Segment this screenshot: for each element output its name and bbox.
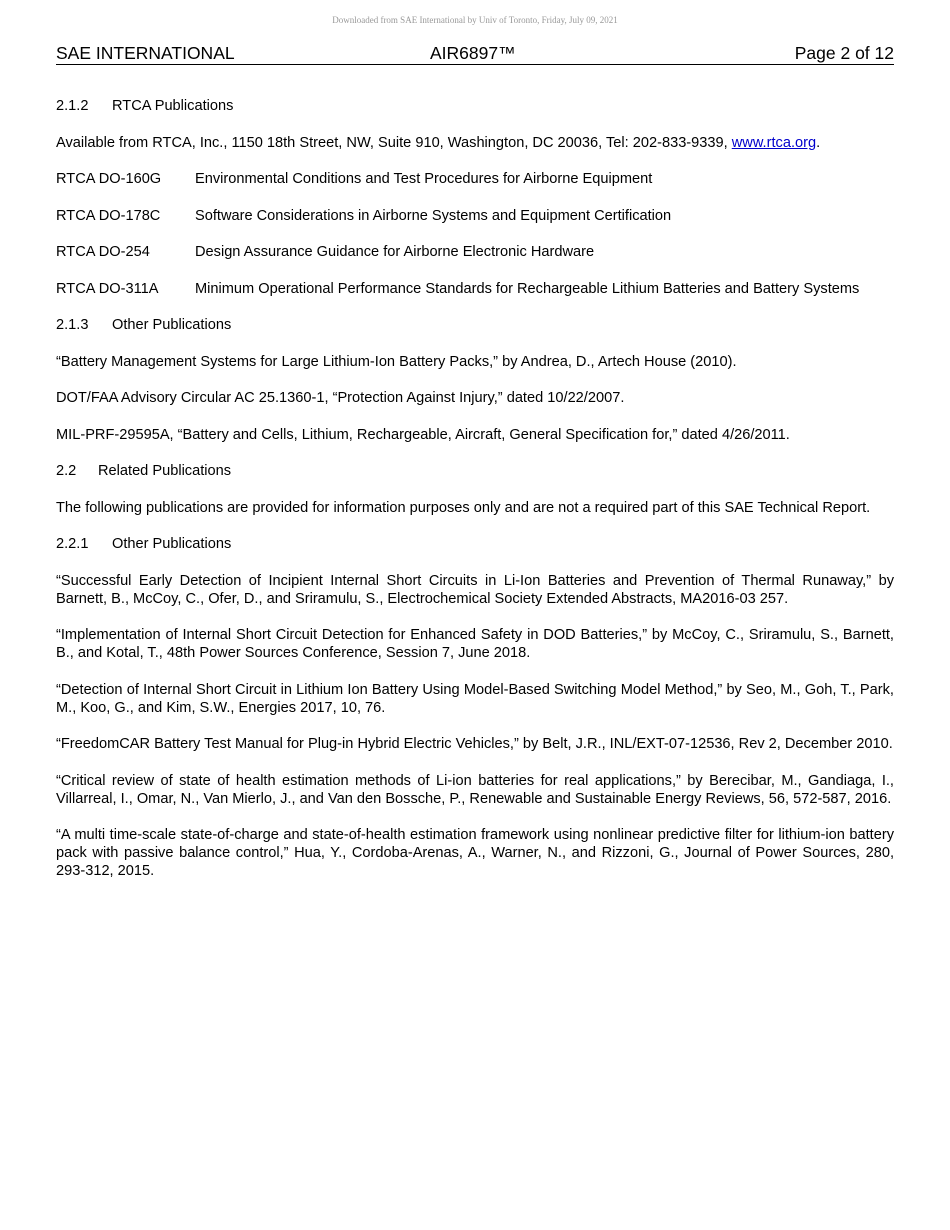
section-heading-2-2-1 — [56, 535, 894, 553]
reference-row-do254 — [56, 243, 894, 261]
availability-period: . — [816, 134, 821, 151]
related-publications-intro: The following publications are provided for information purposes only and are not a required part of this SAE Technical Report. — [56, 499, 871, 516]
reference-row-do160g — [56, 170, 894, 188]
publication-item: “Critical review of state of health estimation methods of Li-ion batteries for real applications,” by Berecibar, M., Gandiaga, I., Villarreal, I., Omar, N., Van Mierlo, J., and Van den Bossche, P., Renewable and Sustainable Energy Reviews, 56, 572-587, 2016. — [56, 772, 894, 807]
publication-item: MIL-PRF-29595A, “Battery and Cells, Lithium, Rechargeable, Aircraft, General Specification for,” dated 4/26/2011. — [56, 426, 790, 443]
section-number: 2.1.3 — [56, 317, 89, 333]
reference-id: RTCA DO-311A — [56, 280, 159, 297]
section-number: 2.2.1 — [56, 536, 89, 552]
rtca-availability-paragraph — [56, 134, 894, 152]
rtca-website-link[interactable]: www.rtca.org — [731, 134, 817, 151]
page-body — [56, 97, 894, 899]
reference-id: RTCA DO-178C — [56, 207, 161, 224]
reference-title: Minimum Operational Performance Standards for Rechargeable Lithium Batteries and Battery Systems — [195, 280, 860, 297]
page-header — [56, 43, 894, 65]
publication-item: “Successful Early Detection of Incipient Internal Short Circuits in Li-Ion Batteries and Prevention of Thermal Runaway,” by Barnett, B., McCoy, C., Ofer, D., and Sriramulu, S., Electrochemical Society Extended Abstracts, MA2016-03 257. — [56, 572, 894, 607]
publication-item: “Implementation of Internal Short Circuit Detection for Enhanced Safety in DOD Batteries,” by McCoy, C., Sriramulu, S., Barnett, B., and Kotal, T., 48th Power Sources Conference, Session 7, June 2018. — [56, 627, 894, 661]
reference-row-do311a — [56, 280, 894, 298]
section-title: Related Publications — [98, 463, 232, 479]
availability-text: Available from RTCA, Inc., 1150 18th Street, NW, Suite 910, Washington, DC 20036, Tel: 202-833-9339, — [56, 134, 732, 151]
section-title: RTCA Publications — [112, 98, 234, 114]
publication-item: “Battery Management Systems for Large Lithium-Ion Battery Packs,” by Andrea, D., Artech House (2010). — [56, 353, 737, 370]
publication-item: “A multi time-scale state-of-charge and state-of-health estimation framework using nonlinear predictive filter for lithium-ion battery pack with passive balance control,” Hua, Y., Cordoba-Arenas, A., Warner, N., and Rizzoni, G., Journal of Power Sources, 280, 293-312, 2015. — [56, 827, 894, 879]
reference-id: RTCA DO-160G — [56, 171, 162, 187]
section-title: Other Publications — [112, 536, 232, 552]
header-page-number: Page 2 of 12 — [794, 43, 894, 63]
header-organization: SAE INTERNATIONAL — [56, 43, 235, 63]
reference-title: Software Considerations in Airborne Systems and Equipment Certification — [195, 207, 672, 224]
publication-item: DOT/FAA Advisory Circular AC 25.1360-1, “Protection Against Injury,” dated 10/22/2007. — [56, 390, 625, 406]
header-document-number: AIR6897™ — [430, 43, 516, 63]
reference-title: Design Assurance Guidance for Airborne Electronic Hardware — [195, 244, 595, 260]
reference-row-do178c — [56, 207, 894, 225]
download-watermark: Downloaded from SAE International by Univ of Toronto, Friday, July 09, 2021 — [332, 15, 618, 25]
reference-title: Environmental Conditions and Test Procedures for Airborne Equipment — [195, 171, 653, 187]
section-number: 2.2 — [56, 463, 77, 479]
publication-item: “FreedomCAR Battery Test Manual for Plug-in Hybrid Electric Vehicles,” by Belt, J.R., INL/EXT-07-12536, Rev 2, December 2010. — [56, 736, 893, 752]
section-heading-2-1-2 — [56, 97, 894, 115]
section-number: 2.1.2 — [56, 98, 89, 114]
section-title: Other Publications — [112, 317, 232, 333]
reference-id: RTCA DO-254 — [56, 244, 150, 260]
section-heading-2-1-3 — [56, 316, 894, 334]
publication-item: “Detection of Internal Short Circuit in Lithium Ion Battery Using Model-Based Switching Model Method,” by Seo, M., Goh, T., Park, M., Koo, G., and Kim, S.W., Energies 2017, 10, 76. — [56, 681, 894, 716]
section-heading-2-2 — [56, 462, 894, 480]
